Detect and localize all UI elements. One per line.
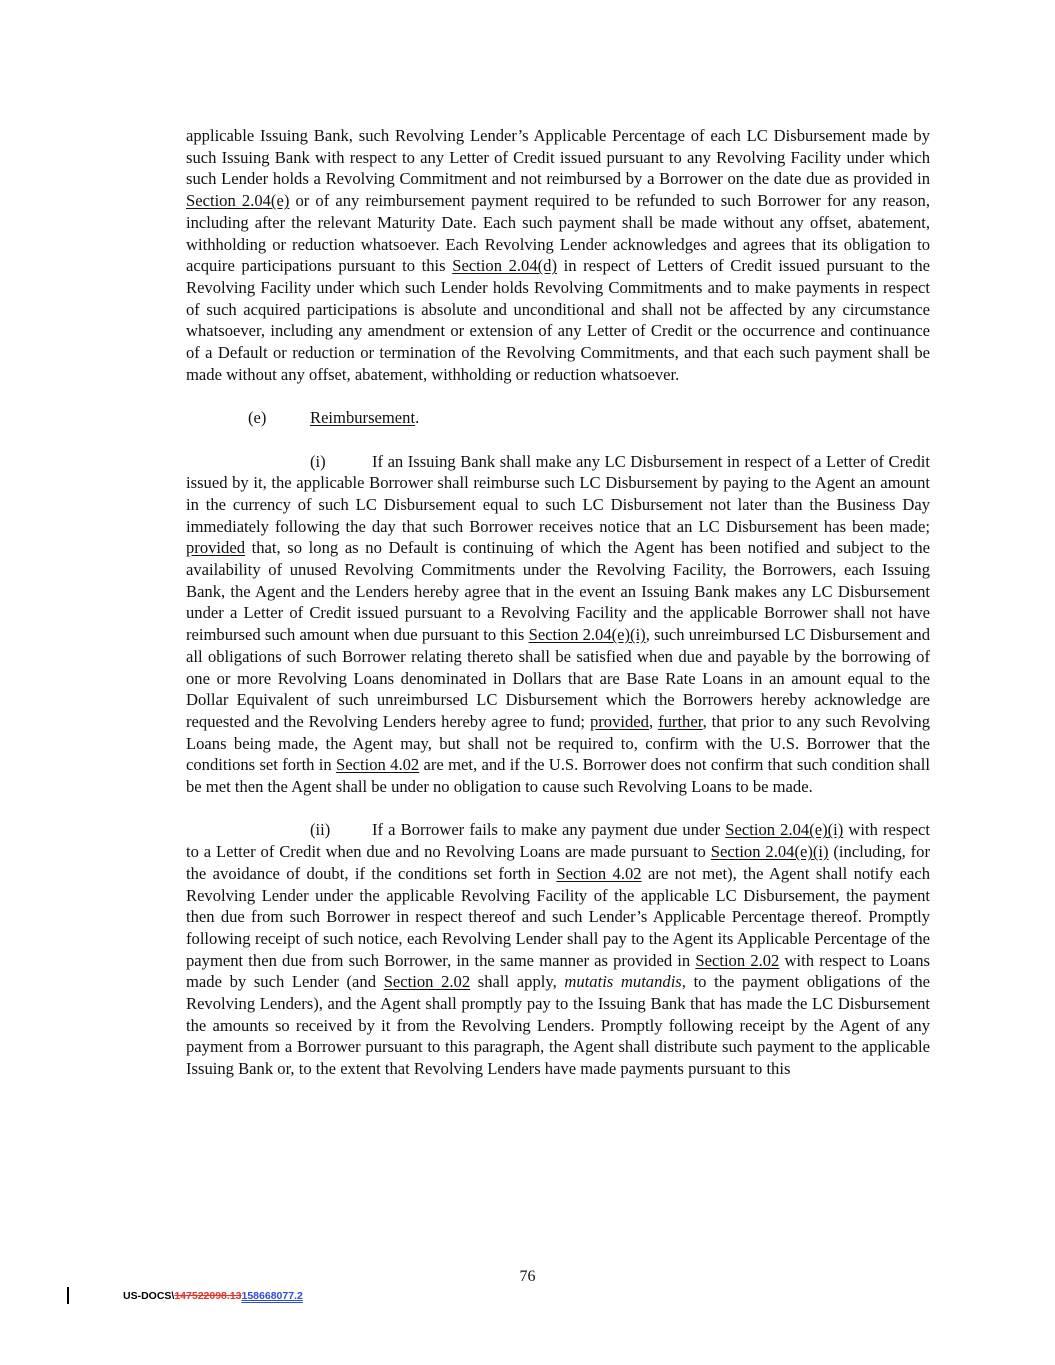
section-heading-e: (e) Reimbursement. [248, 408, 420, 428]
further-term: further [658, 711, 703, 731]
paragraph-number: (ii) [310, 820, 331, 840]
document-id [123, 1290, 303, 1302]
section-number: (e) [248, 408, 267, 428]
change-bar [67, 1287, 69, 1304]
latin-phrase: mutatis mutandis [564, 972, 682, 992]
section-title: Reimbursement [310, 408, 416, 428]
page-number: 76 [519, 1268, 536, 1285]
cross-reference: Section 2.04(d) [452, 256, 557, 276]
cross-reference: Section 2.04(e)(i) [528, 625, 646, 645]
document-id-deleted: 147522098.13 [174, 1290, 242, 1302]
paragraph-e-ii: (ii) If a Borrower fails to make any payment due under Section 2.04(e)(i) with respect to a Letter of Credit when due and no Revolving Loans are made pursuant to Section 2.04(e)(i) (including, for the avoidance of doubt, if the conditions set forth in Section 4.02 are not met), the Agent shall notify each Revolving Lender under the applicable Revolving Facility of the applicable LC Disbursement, the payment then due from such Borrower in respect thereof and such Lender’s Applicable Percentage thereof. Promptly following receipt of such notice, each Revolving Lender shall pay to the Agent its Applicable Percentage of the payment then due from such Borrower, in the same manner as provided in Section 2.02 with respect to Loans made by such Lender (and Section 2.02 shall apply, mutatis mutandis, to the payment obligations of the Revolving Lenders), and the Agent shall promptly pay to the Issuing Bank that has made the LC Disbursement the amounts so received by it from the Revolving Lenders. Promptly following receipt by the Agent of any payment from a Borrower pursuant to this paragraph, the Agent shall distribute such payment to the applicable Issuing Bank or, to the extent that Revolving Lenders have made payments pursuant to this [186, 820, 931, 1079]
provided-term: provided [186, 538, 245, 558]
document-id-prefix: US-DOCS\ [123, 1290, 175, 1302]
cross-reference: Section 4.02 [336, 755, 420, 775]
cross-reference: Section 2.04(e)(i) [710, 842, 829, 862]
cross-reference: Section 2.02 [695, 950, 780, 970]
cross-reference: Section 4.02 [556, 863, 642, 883]
cross-reference: Section 2.02 [383, 972, 471, 992]
paragraph-number: (i) [310, 451, 326, 471]
paragraph-continuation: applicable Issuing Bank, such Revolving Lender’s Applicable Percentage of each LC Disbursement made by such Issuing Bank with respect to any Letter of Credit issued pursuant to any Revolving Facility under which such Lender holds a Revolving Commitment and not reimbursed by a Borrower on the date due as provided in Section 2.04(e) or of any reimbursement payment required to be refunded to such Borrower for any reason, including after the relevant Maturity Date. Each such payment shall be made without any offset, abatement, withholding or reduction whatsoever. Each Revolving Lender acknowledges and agrees that its obligation to acquire participations pursuant to this Section 2.04(d) in respect of Letters of Credit issued pursuant to the Revolving Facility under which such Lender holds Revolving Commitments and to make payments in respect of such acquired participations is absolute and unconditional and shall not be affected by any circumstance whatsoever, including any amendment or extension of any Letter of Credit or the occurrence and continuance of a Default or reduction or termination of the Revolving Commitments, and that each such payment shall be made without any offset, abatement, withholding or reduction whatsoever. [186, 126, 930, 384]
document-body [186, 125, 930, 1080]
paragraph-e-i: (i) If an Issuing Bank shall make any LC Disbursement in respect of a Letter of Credit issued by it, the applicable Borrower shall reimburse such LC Disbursement by paying to the Agent an amount in the currency of such LC Disbursement equal to such LC Disbursement not later than the Business Day immediately following the day that such Borrower receives notice that an LC Disbursement has been made; provided that, so long as no Default is continuing of which the Agent has been notified and subject to the availability of unused Revolving Commitments under the Revolving Facility, the Borrowers, each Issuing Bank, the Agent and the Lenders hereby agree that in the event an Issuing Bank makes any LC Disbursement under a Letter of Credit issued pursuant to a Revolving Facility and the applicable Borrower shall not have reimbursed such amount when due pursuant to this Section 2.04(e)(i), such unreimbursed LC Disbursement and all obligations of such Borrower relating thereto shall be satisfied when due and payable by the borrowing of one or more Revolving Loans denominated in Dollars that are Base Rate Loans in an amount equal to the Dollar Equivalent of such unreimbursed LC Disbursement which the Borrowers hereby acknowledge are requested and the Revolving Lenders hereby agree to fund; provided, further, that prior to any such Revolving Loans being made, the Agent may, but shall not be required to, confirm with the U.S. Borrower that the conditions set forth in Section 4.02 are met, and if the U.S. Borrower does not confirm that such condition shall be met then the Agent shall be under no obligation to cause such Revolving Loans to be made. [186, 451, 931, 797]
provided-term: provided [589, 711, 649, 731]
cross-reference: Section 2.04(e)(i) [725, 820, 844, 840]
document-id-inserted: 158668077.2 [241, 1290, 303, 1302]
cross-reference: Section 2.04(e) [186, 191, 290, 211]
